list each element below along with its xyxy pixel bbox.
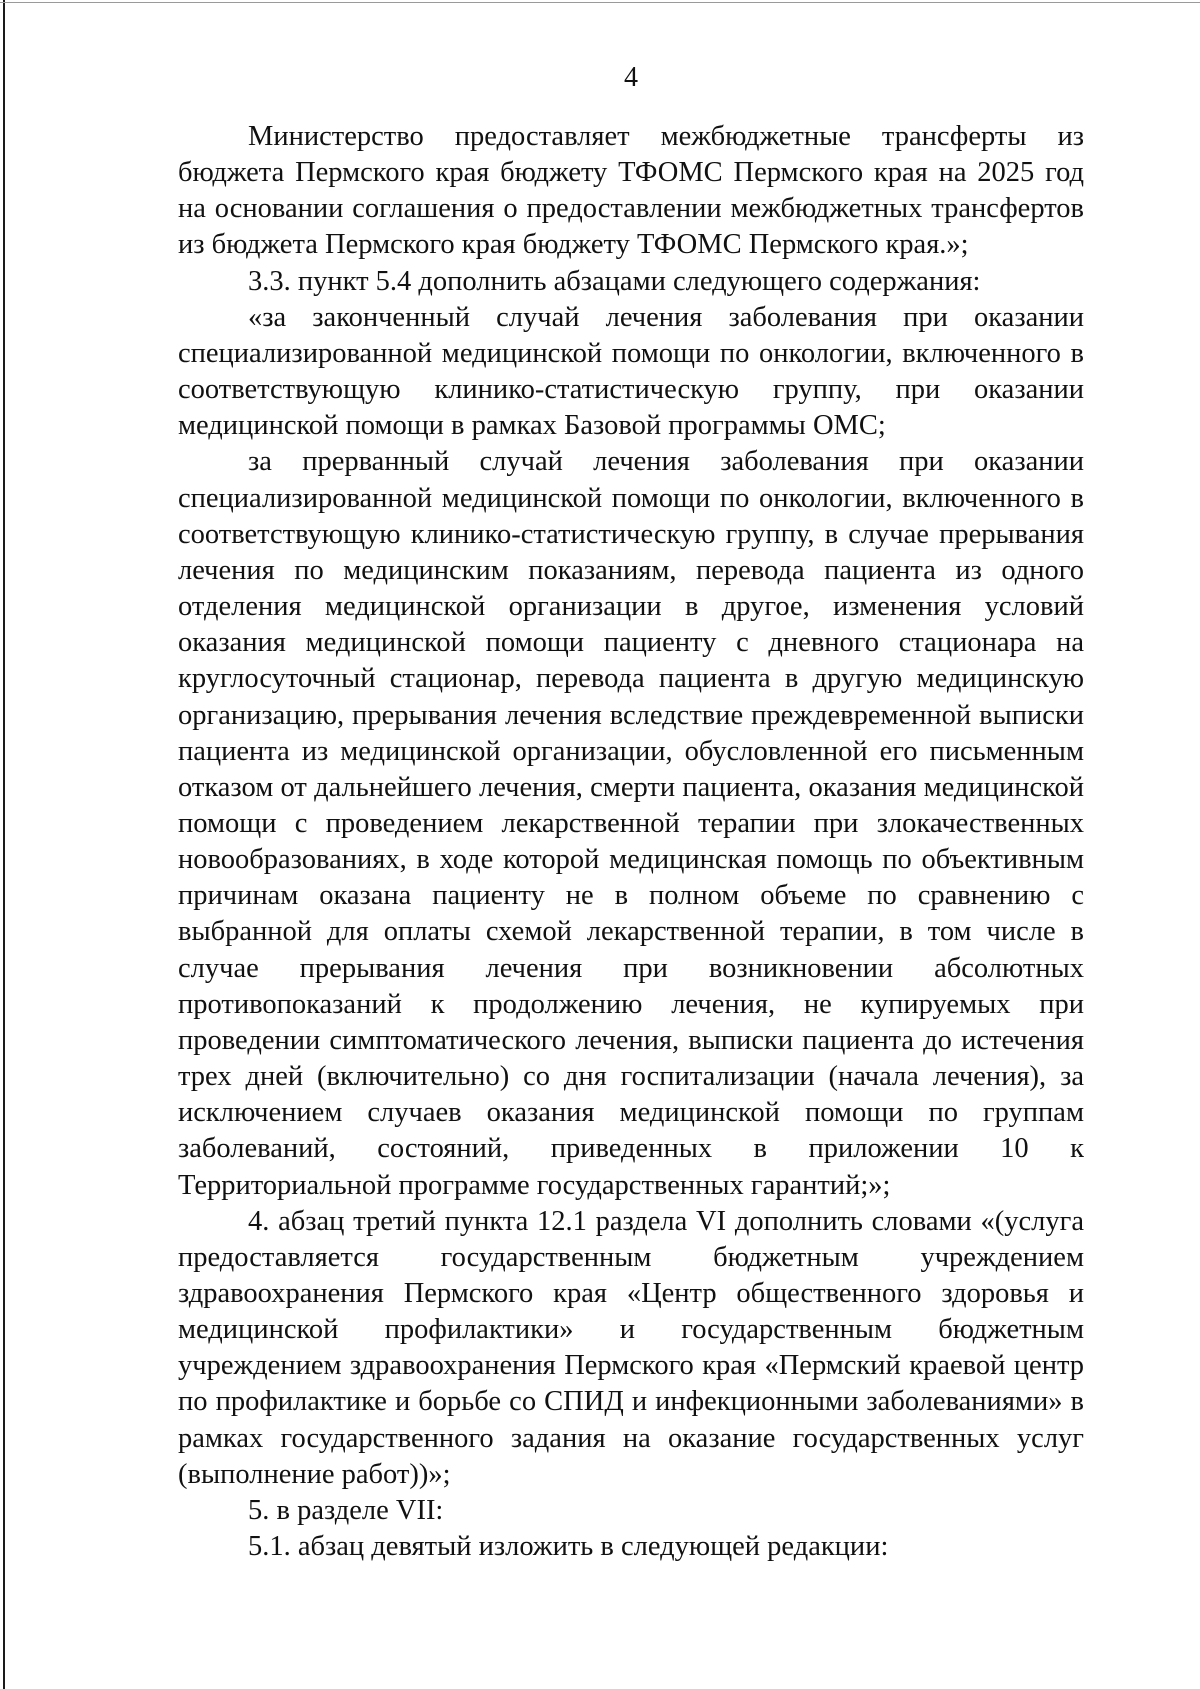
scan-edge-left	[3, 0, 5, 1689]
paragraph-item-3-3: 3.3. пункт 5.4 дополнить абзацами следующего содержания:	[248, 265, 981, 297]
paragraph-interrupted-case: за прерванный случай лечения заболевания при оказании специализированной медицинской помощи по онкологии, включенного в соответствующую клинико-статистическую группу, в случае прерывания лечения по медицинским показаниям, перевода пациента из одного отделения медицинской организации в другое, изменения условий оказания медицинской помощи пациенту с дневного стационара на круглосуточный стационар, перевода пациента в другую медицинскую организацию, прерывания лечения вследствие преждевременной выписки пациента из медицинской организации, обусловленной его письменным отказом от дальнейшего лечения, смерти пациента, оказания медицинской помощи с проведением лекарственной терапии при злокачественных новообразованиях, в ходе которой медицинская помощь по объективным причинам оказана пациенту не в полном объеме по сравнению с выбранной для оплаты схемой лекарственной терапии, в том числе в случае прерывания лечения при возникновении абсолютных противопоказаний к продолжению лечения, не купируемых при проведении симптоматического лечения, выписки пациента до истечения трех дней (включительно) со дня госпитализации (начала лечения), за исключением случаев оказания медицинской помощи по группам заболеваний, состояний, приведенных в приложении 10 к Территориальной программе государственных гарантий;»;	[178, 446, 1084, 1201]
paragraph-item-5-1: 5.1. абзац девятый изложить в следующей редакции:	[248, 1531, 889, 1563]
paragraph-item-4: 4. абзац третий пункта 12.1 раздела VI дополнить словами «(услуга предоставляется государственным бюджетным учреждением здравоохранения Пермского края «Центр общественного здоровья и медицинской профилактики» и государственным бюджетным учреждением здравоохранения Пермского края «Пермский краевой центр по профилактике и борьбе со СПИД и инфекционными заболеваниями» в рамках государственного задания на оказание государственных услуг (выполнение работ))»;	[178, 1205, 1084, 1490]
paragraph-item-5: 5. в разделе VII:	[248, 1494, 444, 1526]
document-body	[178, 119, 1084, 1565]
paragraph-completed-case: «за законченный случай лечения заболевания при оказании специализированной медицинской помощи по онкологии, включенного в соответствующую клинико-статистическую группу, при оказании медицинской помощи в рамках Базовой программы ОМС;	[178, 301, 1084, 442]
scan-edge-top	[0, 2, 1200, 3]
page-number: 4	[624, 62, 638, 93]
paragraph-ministry-transfers: Министерство предоставляет межбюджетные трансферты из бюджета Пермского края бюджету ТФОМС Пермского края на 2025 год на основании соглашения о предоставлении межбюджетных трансфертов из бюджета Пермского края бюджету ТФОМС Пермского края.»;	[178, 121, 1084, 261]
